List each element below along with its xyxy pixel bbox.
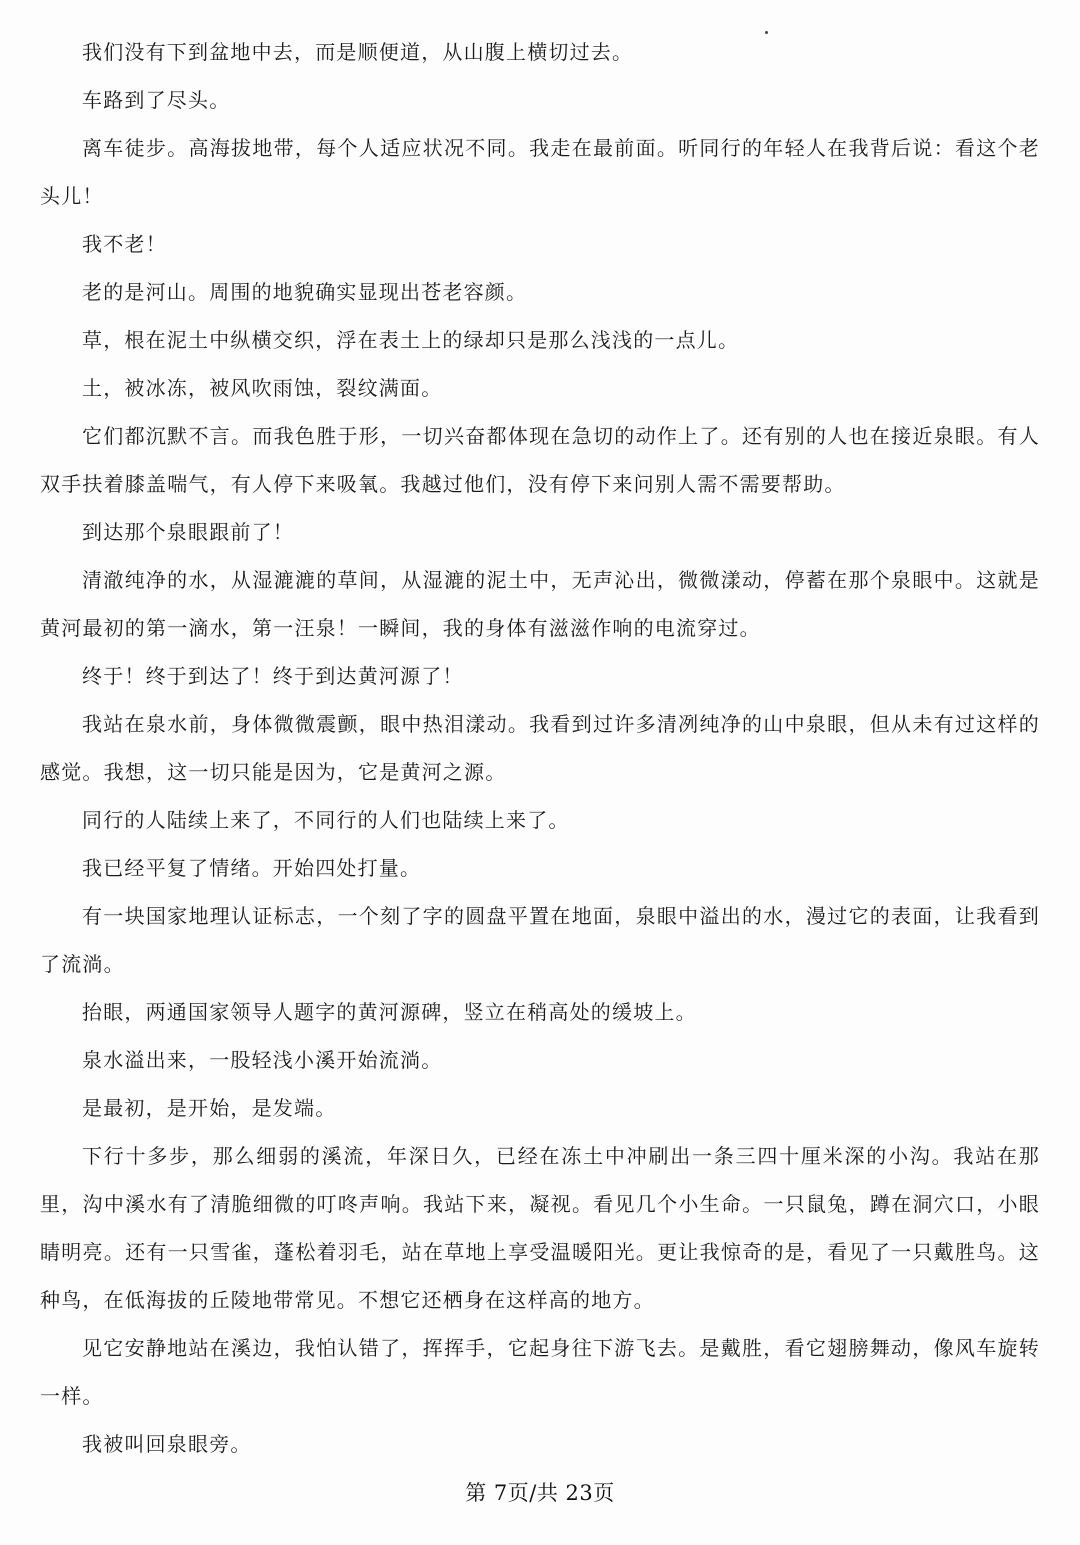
page-number: 第 7页/共 23页 xyxy=(465,1481,615,1505)
paragraph: 是最初，是开始，是发端。 xyxy=(82,1096,337,1120)
paragraph: 下行十多步，那么细弱的溪流，年深日久，已经在冻土中冲刷出一条三四十厘米深的小沟。我站在那里，沟中溪水有了清脆细微的叮咚声响。我站下来，凝视。看见几个小生命。一只鼠兔，蹲在洞穴口，小眼睛明亮。还有一只雪雀，蓬松着羽毛，站在草地上享受温暖阳光。更让我惊奇的是，看见了一只戴胜鸟。这种鸟，在低海拔的丘陵地带常见。不想它还栖身在这样高的地方。 xyxy=(40,1144,1040,1312)
paragraph: 我已经平复了情绪。开始四处打量。 xyxy=(82,856,422,880)
paragraph: 它们都沉默不言。而我色胜于形，一切兴奋都体现在急切的动作上了。还有别的人也在接近泉眼。有人双手扶着膝盖喘气，有人停下来吸氧。我越过他们，没有停下来问别人需不需要帮助。 xyxy=(40,424,1040,496)
paragraph: 有一块国家地理认证标志，一个刻了字的圆盘平置在地面，泉眼中溢出的水，漫过它的表面，让我看到了流淌。 xyxy=(40,904,1040,976)
paragraph: 我们没有下到盆地中去，而是顺便道，从山腹上横切过去。 xyxy=(82,40,634,64)
paragraph: 车路到了尽头。 xyxy=(82,88,231,112)
body-text xyxy=(40,28,1040,1468)
paragraph: 离车徒步。高海拔地带，每个人适应状况不同。我走在最前面。听同行的年轻人在我背后说：看这个老头儿！ xyxy=(40,136,1040,208)
paragraph: 我不老！ xyxy=(82,232,167,256)
paragraph: 泉水溢出来，一股轻浅小溪开始流淌。 xyxy=(82,1048,443,1072)
paragraph: 我被叫回泉眼旁。 xyxy=(82,1432,252,1456)
paragraph: 草，根在泥土中纵横交织，浮在表土上的绿却只是那么浅浅的一点儿。 xyxy=(82,328,740,352)
paragraph: 终于！终于到达了！终于到达黄河源了！ xyxy=(82,664,464,688)
paragraph: 我站在泉水前，身体微微震颤，眼中热泪漾动。我看到过许多清冽纯净的山中泉眼，但从未有过这样的感觉。我想，这一切只能是因为，它是黄河之源。 xyxy=(40,712,1040,784)
paragraph: 见它安静地站在溪边，我怕认错了，挥挥手，它起身往下游飞去。是戴胜，看它翅膀舞动，像风车旋转一样。 xyxy=(40,1336,1040,1408)
paragraph: 清澈纯净的水，从湿漉漉的草间，从湿漉的泥土中，无声沁出，微微漾动，停蓄在那个泉眼中。这就是黄河最初的第一滴水，第一汪泉！一瞬间，我的身体有滋滋作响的电流穿过。 xyxy=(40,568,1040,640)
paragraph: 老的是河山。周围的地貌确实显现出苍老容颜。 xyxy=(82,280,528,304)
paragraph: 到达那个泉眼跟前了！ xyxy=(82,520,294,544)
paragraph: 土，被冰冻，被风吹雨蚀，裂纹满面。 xyxy=(82,376,443,400)
paragraph: 抬眼，两通国家领导人题字的黄河源碑，竖立在稍高处的缓坡上。 xyxy=(82,1000,697,1024)
paragraph: 同行的人陆续上来了，不同行的人们也陆续上来了。 xyxy=(82,808,570,832)
